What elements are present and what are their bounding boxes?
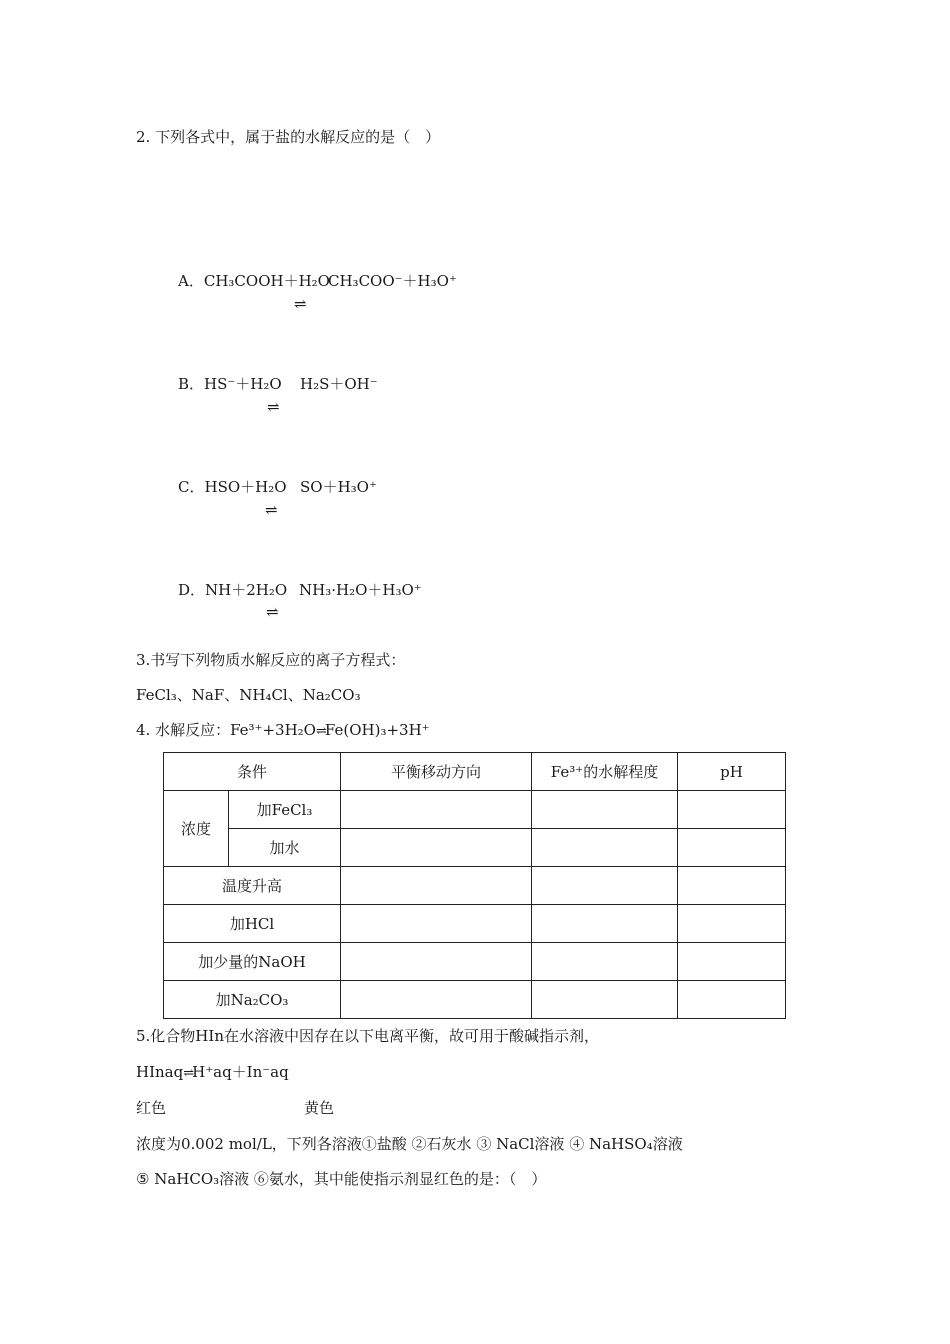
answer-cell[interactable] [678, 905, 786, 943]
header-shift-direction: 平衡移动方向 [341, 753, 532, 791]
q2-option-c[interactable] [178, 477, 287, 497]
table-row [164, 867, 786, 905]
q5-line1: 浓度为0.002 mol/L，下列各溶液①盐酸 ②石灰水 ③ NaCl溶液 ④ NaHSO₄溶液 [136, 1135, 683, 1153]
q4-stem-suffix: Fe(OH)₃+3H⁺ [324, 721, 430, 739]
answer-cell[interactable] [341, 829, 532, 867]
q2-option-a[interactable] [178, 271, 330, 291]
answer-cell[interactable] [341, 867, 532, 905]
answer-cell[interactable] [678, 943, 786, 981]
answer-cell[interactable] [532, 829, 678, 867]
option-b-left: HS⁻＋H₂O [204, 375, 282, 393]
row-label-add-water: 加水 [229, 829, 341, 867]
q2-option-b[interactable] [178, 374, 282, 394]
answer-cell[interactable] [341, 791, 532, 829]
table-header-row [164, 753, 786, 791]
option-c-right: SO＋H₃O⁺ [300, 478, 377, 496]
row-label-add-hcl: 加HCl [164, 905, 341, 943]
option-b-label: B． [178, 375, 205, 393]
option-a-left: CH₃COOH＋H₂O [203, 272, 330, 290]
q3-substances: FeCl₃、NaF、NH₄Cl、Na₂CO₃ [136, 686, 361, 704]
option-a-label: A． [178, 272, 204, 290]
answer-cell[interactable] [341, 905, 532, 943]
q5-line2: ⑤ NaHCO₃溶液 ⑥氨水，其中能使指示剂显红色的是：（ ） [136, 1170, 547, 1188]
q2-stem: 2. 下列各式中，属于盐的水解反应的是（ ） [136, 128, 441, 146]
option-d-left: NH＋2H₂O [205, 581, 288, 599]
option-c-left: HSO＋H₂O [204, 478, 287, 496]
group-concentration: 浓度 [164, 791, 229, 867]
option-d-equilibrium-arrow: ⇌ [266, 603, 278, 621]
q5-eq-right: H⁺aq＋In⁻aq [192, 1063, 289, 1081]
q4-stem [136, 720, 430, 742]
q5-stem: 5.化合物HIn在水溶液中因存在以下电离平衡，故可用于酸碱指示剂， [136, 1027, 599, 1045]
row-label-add-fecl3: 加FeCl₃ [229, 791, 341, 829]
table-row [164, 981, 786, 1019]
q3-stem: 3.书写下列物质水解反应的离子方程式： [136, 651, 406, 669]
option-c-label: C． [178, 478, 205, 496]
q4-equilibrium-arrow: ⇌ [315, 724, 325, 739]
q4-table [163, 752, 786, 1019]
q5-color-red: 红色 [136, 1099, 167, 1117]
header-condition: 条件 [164, 753, 341, 791]
q5-equilibrium-arrow: ⇌ [183, 1066, 193, 1081]
answer-cell[interactable] [678, 829, 786, 867]
answer-cell[interactable] [678, 867, 786, 905]
row-label-add-na2co3: 加Na₂CO₃ [164, 981, 341, 1019]
answer-cell[interactable] [532, 867, 678, 905]
header-ph: pH [678, 753, 786, 791]
answer-cell[interactable] [341, 943, 532, 981]
answer-cell[interactable] [532, 791, 678, 829]
q5-equation [136, 1062, 289, 1084]
q2-option-d[interactable] [178, 580, 287, 600]
answer-cell[interactable] [532, 981, 678, 1019]
table-row [164, 905, 786, 943]
answer-cell[interactable] [532, 905, 678, 943]
q4-stem-prefix: 4. 水解反应：Fe³⁺+3H₂O [136, 721, 316, 739]
option-a-equilibrium-arrow: ⇌ [294, 295, 306, 313]
option-d-right: NH₃·H₂O＋H₃O⁺ [299, 581, 422, 599]
row-label-raise-temperature: 温度升高 [164, 867, 341, 905]
answer-cell[interactable] [341, 981, 532, 1019]
header-hydrolysis-degree: Fe³⁺的水解程度 [532, 753, 678, 791]
q5-eq-left: HInaq [136, 1063, 184, 1081]
option-a-right: CH₃COO⁻＋H₃O⁺ [328, 272, 457, 290]
table-row [164, 791, 786, 829]
table-row [164, 943, 786, 981]
row-label-add-naoh: 加少量的NaOH [164, 943, 341, 981]
answer-cell[interactable] [532, 943, 678, 981]
option-c-equilibrium-arrow: ⇌ [265, 501, 277, 519]
answer-cell[interactable] [678, 791, 786, 829]
option-b-right: H₂S＋OH⁻ [300, 375, 378, 393]
option-d-label: D． [178, 581, 206, 599]
answer-cell[interactable] [678, 981, 786, 1019]
option-b-equilibrium-arrow: ⇌ [267, 398, 279, 416]
table-row [164, 829, 786, 867]
q5-color-yellow: 黄色 [304, 1099, 335, 1117]
